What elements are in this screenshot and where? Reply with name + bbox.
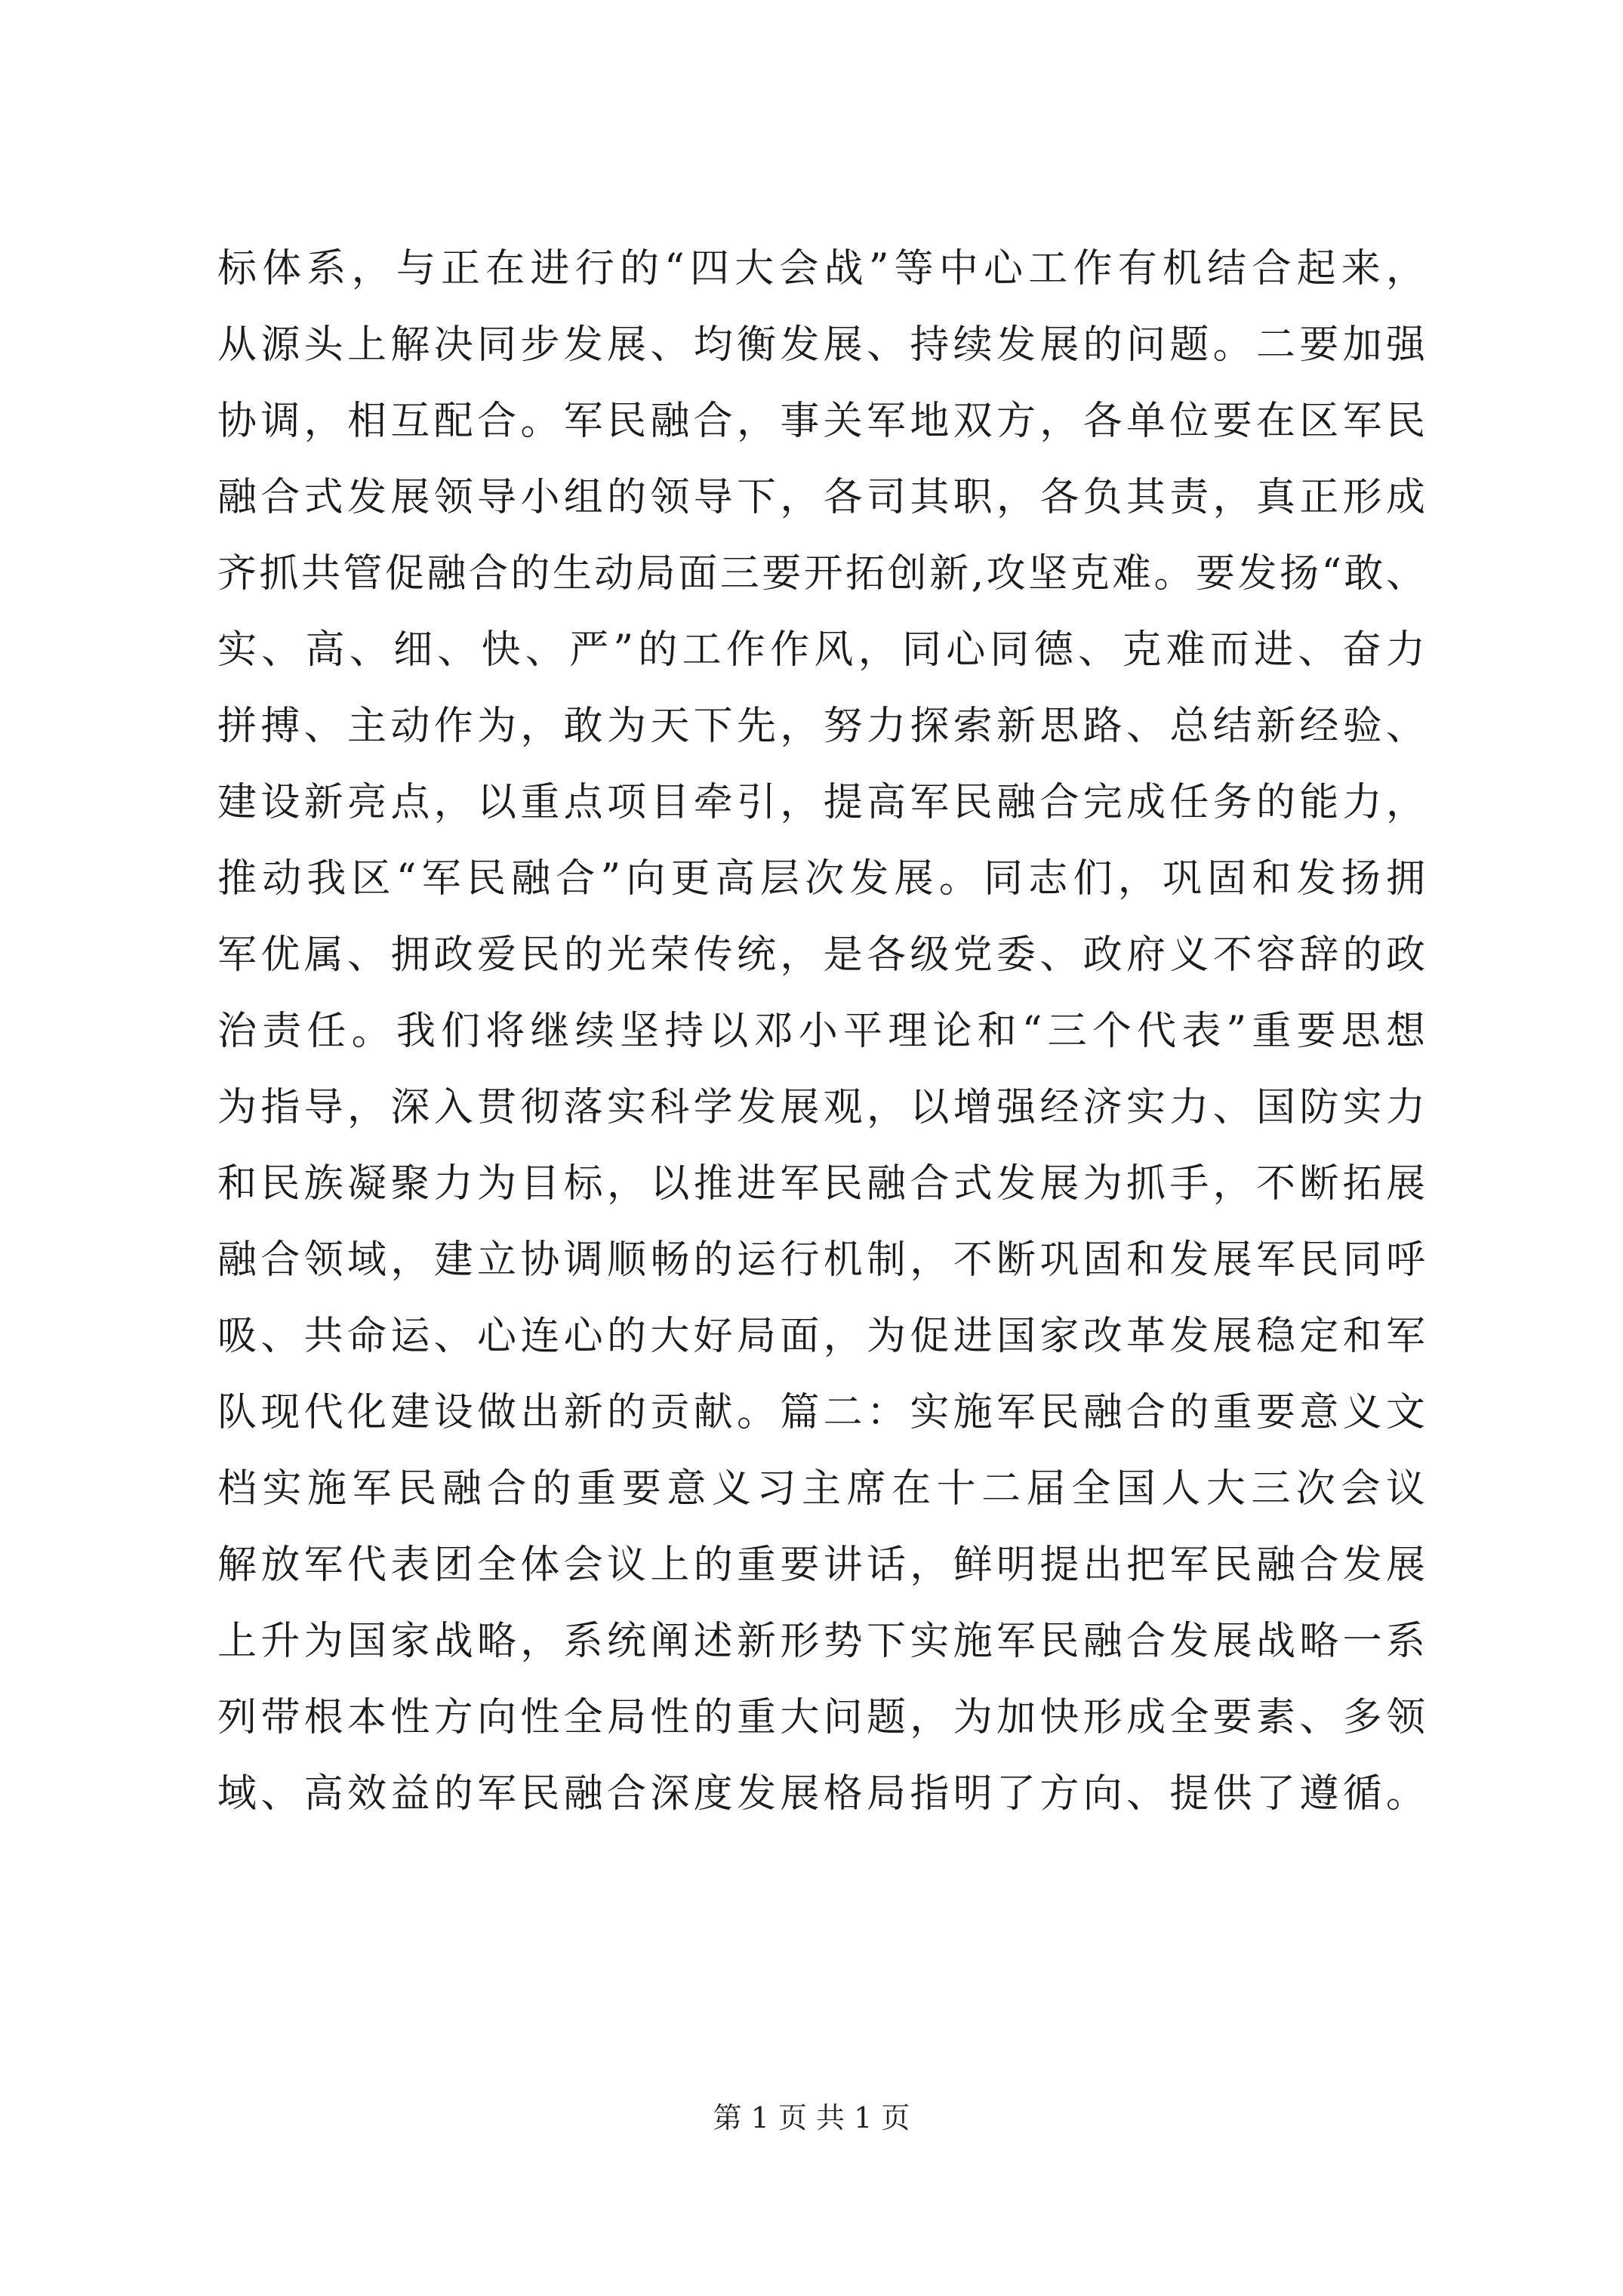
text-line: 齐抓共管促融合的生动局面三要开拓创新,攻坚克难。要发扬“敢、 [217,551,1425,596]
text-line: 从源头上解决同步发展、均衡发展、持续发展的问题。二要加强 [217,322,1425,368]
text-line: 治责任。我们将继续坚持以邓小平理论和“三个代表”重要思想 [217,1009,1425,1054]
text-line: 为指导，深入贯彻落实科学发展观，以增强经济实力、国防实力 [217,1085,1425,1130]
text-line: 融合领域，建立协调顺畅的运行机制，不断巩固和发展军民同呼 [217,1237,1425,1283]
text-line: 吸、共命运、心连心的大好局面，为促进国家改革发展稳定和军 [217,1314,1425,1359]
text-line: 档实施军民融合的重要意义习主席在十二届全国人大三次会议 [217,1466,1425,1512]
text-line: 推动我区“军民融合”向更高层次发展。同志们，巩固和发扬拥 [217,856,1425,901]
text-line: 军优属、拥政爱民的光荣传统，是各级党委、政府义不容辞的政 [217,932,1425,978]
text-line: 队现代化建设做出新的贡献。篇二：实施军民融合的重要意义文 [217,1390,1425,1435]
text-line: 域、高效益的军民融合深度发展格局指明了方向、提供了遵循。 [217,1771,1425,1817]
text-line: 标体系，与正在进行的“四大会战”等中心工作有机结合起来， [217,246,1425,291]
text-line: 和民族凝聚力为目标，以推进军民融合式发展为抓手，不断拓展 [217,1161,1425,1207]
body-text [217,231,1425,1832]
text-line: 上升为国家战略，系统阐述新形势下实施军民融合发展战略一系 [217,1619,1425,1664]
text-line: 解放军代表团全体会议上的重要讲话，鲜明提出把军民融合发展 [217,1542,1425,1588]
page-number-footer: 第 1 页 共 1 页 [713,2101,910,2134]
text-line: 实、高、细、快、严”的工作作风，同心同德、克难而进、奋力 [217,627,1425,673]
text-line: 协调，相互配合。军民融合，事关军地双方，各单位要在区军民 [217,399,1425,444]
text-line: 建设新亮点，以重点项目牵引，提高军民融合完成任务的能力， [217,780,1425,825]
text-line: 拼搏、主动作为，敢为天下先，努力探索新思路、总结新经验、 [217,704,1425,749]
text-line: 融合式发展领导小组的领导下，各司其职，各负其责，真正形成 [217,475,1425,520]
text-line: 列带根本性方向性全局性的重大问题，为加快形成全要素、多领 [217,1695,1425,1740]
